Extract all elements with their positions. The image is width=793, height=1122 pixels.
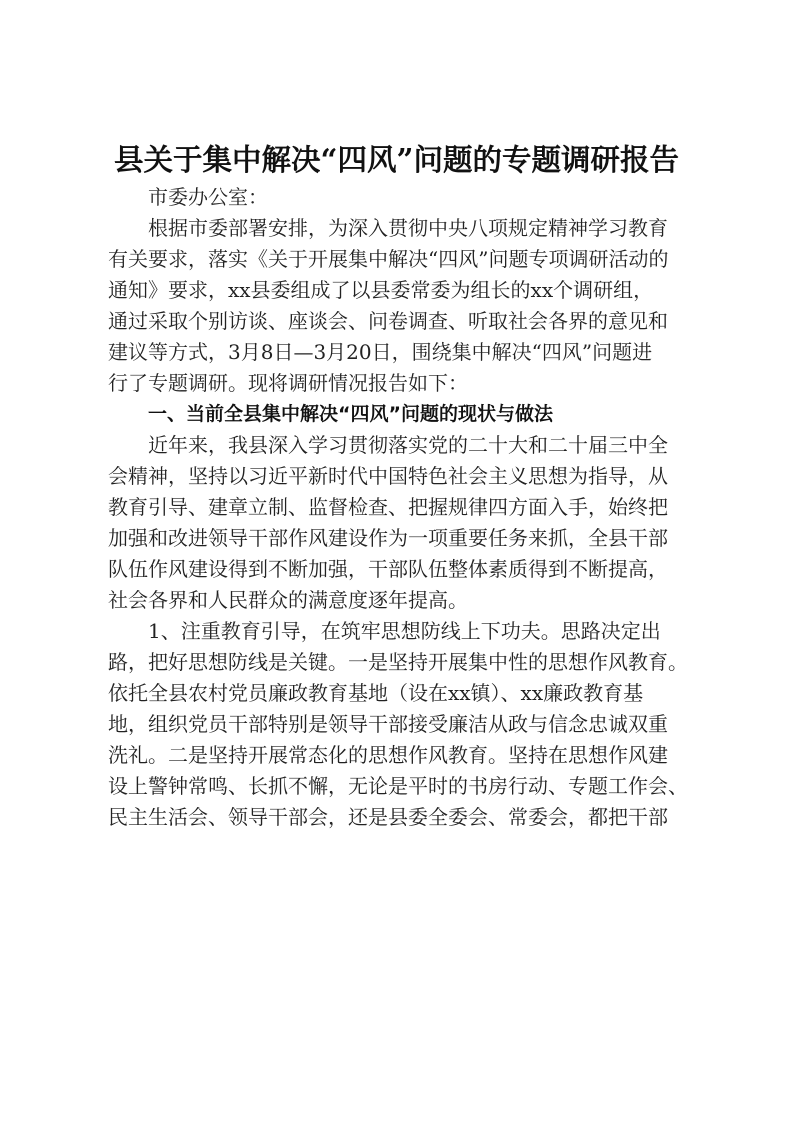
paragraph-intro <box>108 213 688 399</box>
heading-line: 一、当前全县集中解决“四风”问题的现状与做法 <box>148 403 553 425</box>
text-line: 根据市委部署安排，为深入贯彻中央八项规定精神学习教育 <box>148 216 668 240</box>
text-line: 洗礼。二是坚持开展常态化的思想作风教育。坚持在思想作风建 <box>108 743 668 767</box>
text-line: 1、注重教育引导，在筑牢思想防线上下功夫。思路决定出 <box>148 619 661 643</box>
text-line: 行了专题调研。现将调研情况报告如下： <box>108 371 468 395</box>
text-line: 地，组织党员干部特别是领导干部接受廉洁从政与信念忠诚双重 <box>108 712 668 736</box>
text-line: 设上警钟常鸣、长抓不懈，无论是平时的书房行动、专题工作会、 <box>108 774 688 798</box>
document-body <box>108 182 688 833</box>
document-title: 县关于集中解决“四风”问题的专题调研报告 <box>114 142 679 177</box>
text-line: 民主生活会、领导干部会，还是县委全委会、常委会，都把干部 <box>108 805 668 829</box>
text-line: 加强和改进领导干部作风建设作为一项重要任务来抓，全县干部 <box>108 526 668 550</box>
text-line: 近年来，我县深入学习贯彻落实党的二十大和二十届三中全 <box>148 433 668 457</box>
text-line: 通知》要求，xx县委组成了以县委常委为组长的xx个调研组， <box>108 278 654 302</box>
paragraph-point-1 <box>108 616 688 833</box>
paragraph-overview <box>108 430 688 616</box>
text-line: 有关要求，落实《关于开展集中解决“四风”问题专项调研活动的 <box>108 247 669 271</box>
text-line: 教育引导、建章立制、监督检查、把握规律四方面入手，始终把 <box>108 495 668 519</box>
text-line: 依托全县农村党员廉政教育基地（设在xx镇）、xx廉政教育基 <box>108 681 644 705</box>
text-line: 路，把好思想防线是关键。一是坚持开展集中性的思想作风教育。 <box>108 650 688 674</box>
text-line: 会精神，坚持以习近平新时代中国特色社会主义思想为指导，从 <box>108 464 668 488</box>
text-line: 建议等方式，3月8日—3月20日，围绕集中解决“四风”问题进 <box>108 340 653 364</box>
text-line: 队伍作风建设得到不断加强，干部队伍整体素质得到不断提高， <box>108 557 668 581</box>
text-line: 社会各界和人民群众的满意度逐年提高。 <box>108 588 468 612</box>
text-line: 通过采取个别访谈、座谈会、问卷调查、听取社会各界的意见和 <box>108 309 668 333</box>
section-heading-1 <box>108 399 688 430</box>
salutation: 市委办公室： <box>148 185 268 209</box>
